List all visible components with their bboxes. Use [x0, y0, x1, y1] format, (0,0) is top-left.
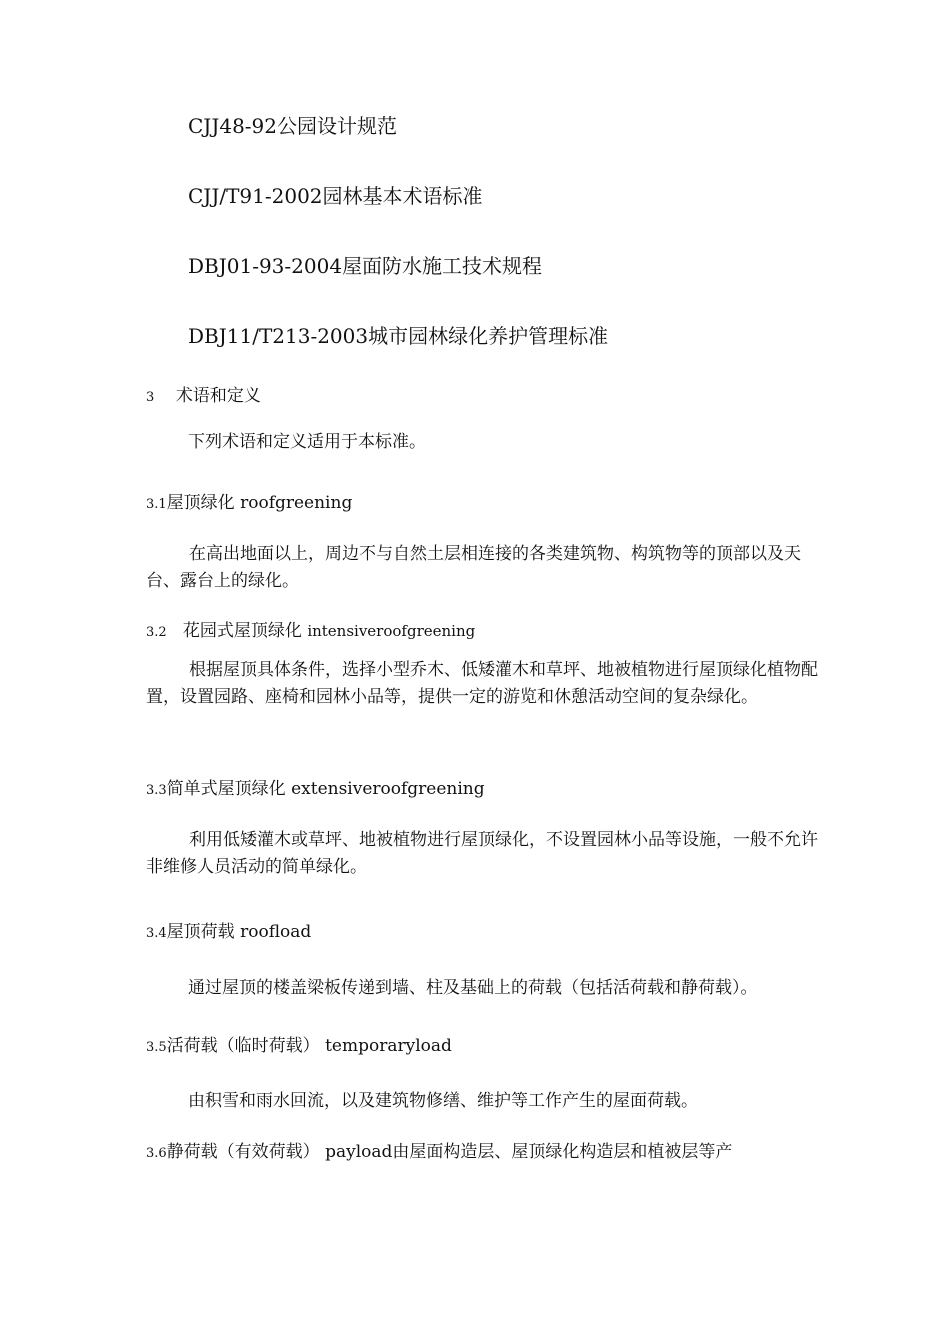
term-en: roofload — [240, 922, 312, 942]
section-number: 3 — [146, 390, 155, 405]
term-definition: 根据屋顶具体条件，选择小型乔木、低矮灌木和草坪、地被植物进行屋顶绿化植物配置，设置园路、座椅和园林小品等，提供一定的游览和休憩活动空间的复杂绿化。 — [146, 660, 818, 707]
section-title: 术语和定义 — [175, 386, 261, 406]
section-heading — [146, 381, 261, 406]
term-cn: 简单式屋顶绿化 — [166, 779, 286, 799]
term-heading — [146, 1137, 732, 1162]
term-definition: 在高出地面以上，周边不与自然土层相连接的各类建筑物、构筑物等的顶部以及天台、露台上的绿化。 — [146, 544, 801, 591]
term-number: 3.2 — [146, 625, 167, 640]
term-definition: 通过屋顶的楼盖梁板传递到墙、柱及基础上的荷载（包括活荷载和静荷载）。 — [188, 978, 758, 998]
term-number: 3.3 — [146, 783, 167, 798]
term-heading — [146, 774, 485, 799]
term-number: 3.1 — [146, 497, 167, 512]
reference-item: CJJ/T91-2002园林基本术语标准 — [188, 184, 483, 208]
term-definition: 利用低矮灌木或草坪、地被植物进行屋顶绿化，不设置园林小品等设施，一般不允许非维修人员活动的简单绿化。 — [146, 830, 818, 877]
term-cn: 花园式屋顶绿化 — [182, 621, 302, 641]
term-definition: 由积雪和雨水回流，以及建筑物修缮、维护等工作产生的屋面荷载。 — [188, 1091, 698, 1111]
term-number: 3.4 — [146, 926, 167, 941]
term-cn: 活荷载（临时荷载） — [166, 1036, 320, 1056]
term-en: temporaryload — [325, 1036, 452, 1056]
term-en: payload — [325, 1142, 393, 1162]
term-number: 3.5 — [146, 1040, 167, 1055]
term-heading — [146, 616, 475, 641]
reference-item: DBJ01-93-2004屋面防水施工技术规程 — [188, 254, 543, 278]
term-heading — [146, 488, 352, 513]
term-en: intensiveroofgreening — [307, 622, 476, 640]
term-cn: 屋顶荷载 — [166, 922, 235, 942]
term-heading — [146, 1031, 452, 1056]
reference-item: DBJ11/T213-2003城市园林绿化养护管理标准 — [188, 324, 609, 348]
term-number: 3.6 — [146, 1146, 167, 1161]
term-cn: 屋顶绿化 — [166, 493, 235, 513]
term-heading — [146, 917, 311, 942]
section-intro: 下列术语和定义适用于本标准。 — [188, 432, 426, 452]
term-cn: 静荷载（有效荷载） — [166, 1142, 320, 1162]
term-en: extensiveroofgreening — [291, 779, 485, 799]
term-definition: 由屋面构造层、屋顶绿化构造层和植被层等产 — [392, 1142, 733, 1162]
term-en: roofgreening — [240, 493, 353, 513]
reference-item: CJJ48-92公园设计规范 — [188, 114, 397, 138]
